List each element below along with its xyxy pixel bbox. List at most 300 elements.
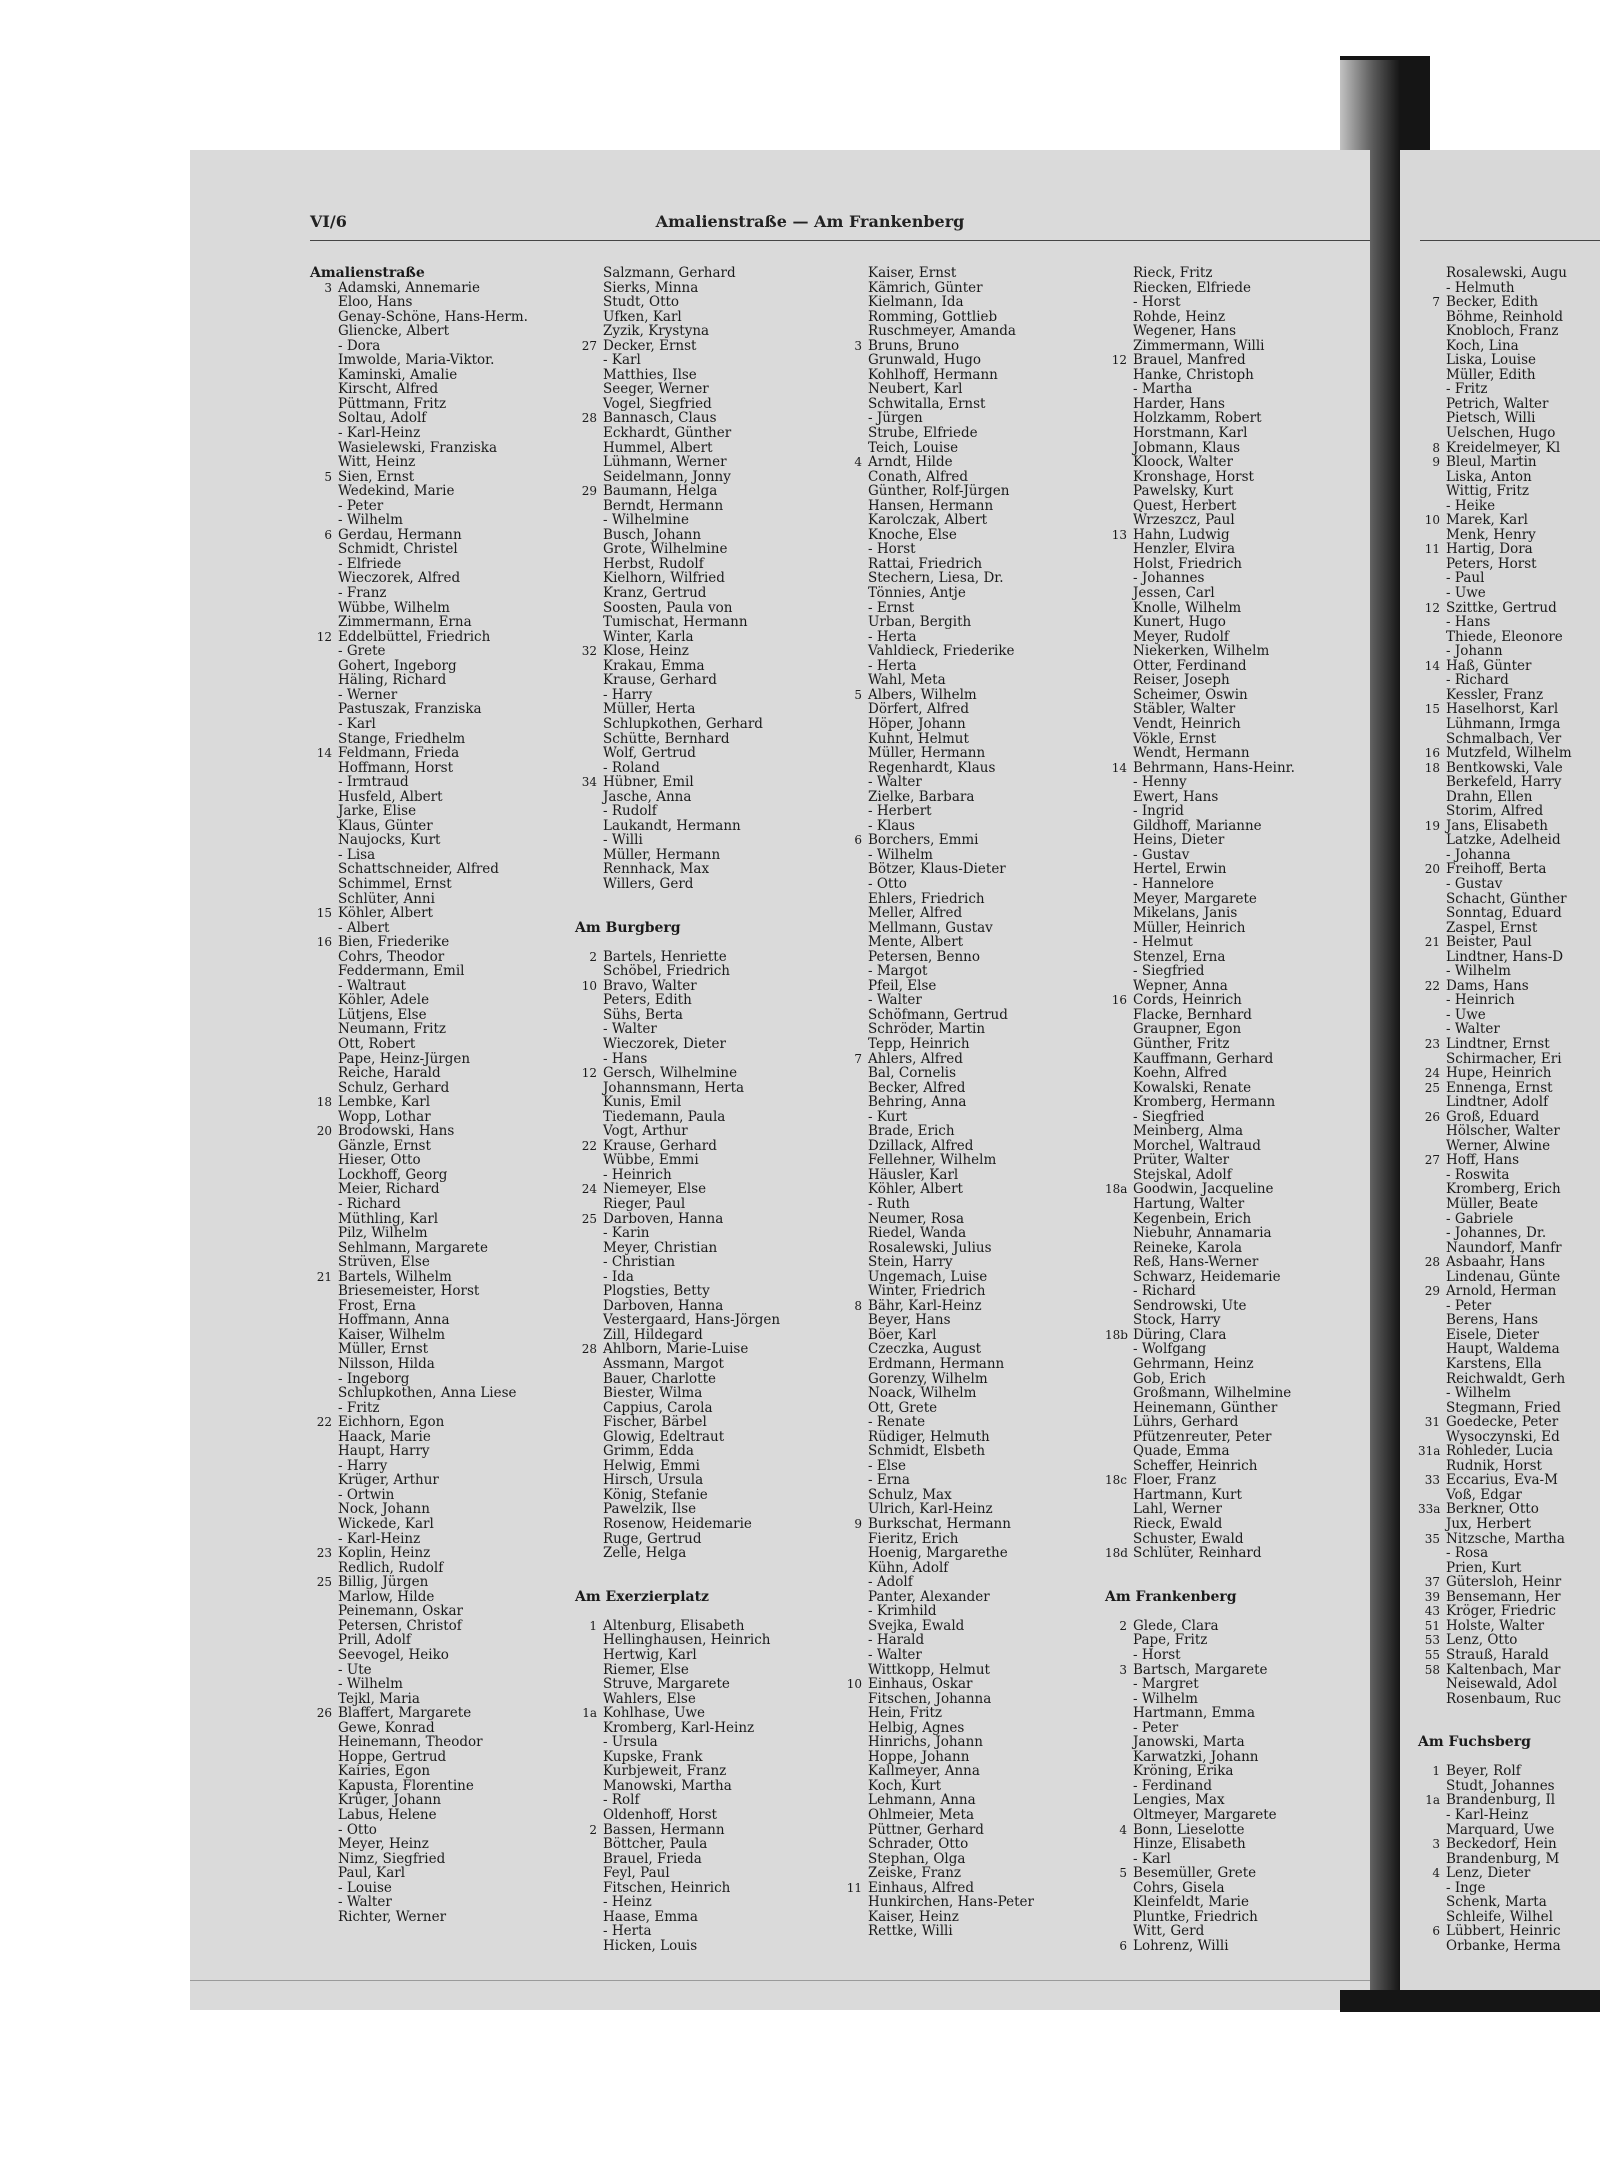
resident-entry	[310, 1037, 570, 1052]
resident-name: - Richard	[338, 1196, 401, 1212]
page-header	[310, 212, 1370, 242]
resident-name: Lengies, Max	[1133, 1792, 1225, 1809]
resident-name: - Ute	[338, 1661, 372, 1678]
resident-entry	[840, 1823, 1100, 1838]
resident-entry	[840, 1619, 1100, 1634]
resident-name: Dzillack, Alfred	[868, 1137, 974, 1154]
resident-entry	[310, 659, 570, 674]
resident-entry	[1418, 921, 1600, 936]
resident-name: Johannsmann, Herta	[603, 1079, 745, 1096]
resident-name: Haase, Emma	[603, 1908, 698, 1925]
resident-entry	[840, 281, 1100, 296]
resident-entry	[1105, 1735, 1365, 1750]
resident-entry	[310, 1386, 570, 1401]
resident-entry	[840, 1837, 1100, 1852]
resident-name: Hupe, Heinrich	[1446, 1065, 1552, 1082]
resident-entry	[1105, 848, 1365, 863]
resident-name: Holst, Friedrich	[1133, 555, 1242, 572]
resident-entry	[310, 310, 570, 325]
house-entry	[1418, 1473, 1600, 1488]
resident-name: Wittig, Fritz	[1446, 483, 1530, 500]
resident-name: Bähr, Karl-Heinz	[868, 1297, 982, 1314]
house-entry	[1418, 1663, 1600, 1678]
resident-name: Rosalewski, Julius	[868, 1239, 992, 1256]
house-entry	[840, 1517, 1100, 1532]
resident-entry	[840, 1590, 1100, 1605]
resident-name: Ehlers, Friedrich	[868, 890, 985, 907]
resident-name: Lütjens, Else	[338, 1006, 427, 1023]
resident-entry	[840, 1692, 1100, 1707]
resident-name: Imwolde, Maria-Viktor.	[338, 352, 495, 369]
resident-name: - Karl-Heinz	[338, 1530, 421, 1547]
resident-name: Böer, Karl	[868, 1326, 937, 1343]
resident-entry	[575, 1517, 835, 1532]
house-number: 21	[316, 1269, 332, 1284]
resident-name: Pape, Heinz-Jürgen	[338, 1050, 471, 1067]
resident-entry	[310, 1561, 570, 1576]
resident-entry	[310, 1852, 570, 1867]
house-entry	[840, 455, 1100, 470]
resident-name: Riemer, Else	[603, 1661, 689, 1678]
resident-entry	[1105, 1284, 1365, 1299]
resident-name: Zielke, Barbara	[868, 788, 975, 805]
resident-entry	[840, 1444, 1100, 1459]
resident-name: Hölscher, Walter	[1446, 1123, 1560, 1140]
resident-entry	[840, 310, 1100, 325]
resident-entry	[575, 1110, 835, 1125]
directory-page	[190, 150, 1370, 2010]
resident-entry	[1105, 630, 1365, 645]
resident-entry	[310, 441, 570, 456]
resident-entry	[1418, 1299, 1600, 1314]
resident-name: Vestergaard, Hans-Jörgen	[603, 1312, 781, 1329]
resident-name: Hunkirchen, Hans-Peter	[868, 1894, 1034, 1911]
resident-name: Günther, Fritz	[1133, 1035, 1230, 1052]
resident-name: Schenk, Marta	[1446, 1894, 1547, 1911]
resident-entry	[1105, 964, 1365, 979]
resident-name: Ahlers, Alfred	[868, 1050, 963, 1067]
resident-entry	[1105, 571, 1365, 586]
house-number: 12	[581, 1066, 597, 1081]
resident-entry	[575, 1313, 835, 1328]
resident-entry	[310, 1081, 570, 1096]
resident-name: Hertel, Erwin	[1133, 861, 1227, 878]
resident-name: - Krimhild	[868, 1603, 937, 1620]
spacer	[575, 906, 835, 921]
house-number: 11	[1424, 542, 1440, 557]
house-entry	[575, 979, 835, 994]
resident-entry	[1418, 310, 1600, 325]
resident-name: Soltau, Adolf	[338, 410, 427, 427]
resident-name: Richter, Werner	[338, 1908, 447, 1925]
resident-name: Lübbert, Heinric	[1446, 1923, 1561, 1940]
resident-name: Kirscht, Alfred	[338, 381, 439, 398]
resident-entry	[575, 455, 835, 470]
resident-name: - Margot	[868, 963, 928, 980]
house-number: 22	[1424, 978, 1440, 993]
resident-name: Grimm, Edda	[603, 1443, 694, 1460]
resident-name: Meyer, Christian	[603, 1239, 718, 1256]
resident-name: Helwig, Emmi	[603, 1457, 700, 1474]
resident-name: Tumischat, Hermann	[603, 614, 748, 631]
resident-entry	[575, 1299, 835, 1314]
spacer	[575, 935, 835, 950]
resident-entry	[1418, 1342, 1600, 1357]
resident-name: Labus, Helene	[338, 1806, 437, 1823]
resident-name: Schöbel, Friedrich	[603, 963, 730, 980]
house-number: 27	[1424, 1153, 1440, 1168]
resident-entry	[1105, 702, 1365, 717]
resident-entry	[840, 659, 1100, 674]
house-entry	[310, 906, 570, 921]
resident-name: - Horst	[868, 541, 916, 558]
resident-name: Bassen, Hermann	[603, 1821, 725, 1838]
resident-name: Marek, Karl	[1446, 512, 1528, 529]
resident-name: Berkefeld, Harry	[1446, 774, 1562, 791]
resident-entry	[1105, 775, 1365, 790]
resident-entry	[1418, 1182, 1600, 1197]
resident-entry	[1418, 1095, 1600, 1110]
house-number: 26	[1424, 1109, 1440, 1124]
resident-entry	[840, 571, 1100, 586]
resident-entry	[1418, 339, 1600, 354]
resident-name: - Harald	[868, 1632, 925, 1649]
resident-entry	[1105, 1255, 1365, 1270]
resident-name: Heinemann, Günther	[1133, 1399, 1278, 1416]
resident-name: Sien, Ernst	[338, 468, 415, 485]
resident-entry	[840, 1372, 1100, 1387]
resident-entry	[575, 1270, 835, 1285]
resident-entry	[840, 1124, 1100, 1139]
resident-name: Genay-Schöne, Hans-Herm.	[338, 308, 528, 325]
resident-name: Biester, Wilma	[603, 1385, 703, 1402]
resident-name: Rohde, Heinz	[1133, 308, 1226, 325]
resident-name: Fellehner, Wilhelm	[868, 1152, 997, 1169]
resident-entry	[575, 717, 835, 732]
resident-entry	[310, 1226, 570, 1241]
resident-entry	[1105, 790, 1365, 805]
street-heading: Amalienstraße	[310, 265, 425, 281]
resident-name: - Christian	[603, 1254, 676, 1271]
resident-entry	[310, 1619, 570, 1634]
resident-entry	[575, 295, 835, 310]
resident-name: Paul, Karl	[338, 1865, 406, 1882]
resident-entry	[310, 1590, 570, 1605]
resident-name: - Ruth	[868, 1196, 910, 1212]
resident-entry	[310, 644, 570, 659]
resident-entry	[575, 1401, 835, 1416]
resident-entry	[840, 746, 1100, 761]
resident-entry	[575, 1430, 835, 1445]
resident-entry	[1105, 1357, 1365, 1372]
resident-entry	[840, 717, 1100, 732]
resident-name: Bartsch, Margarete	[1133, 1661, 1268, 1678]
resident-entry	[575, 281, 835, 296]
resident-entry	[1418, 266, 1600, 281]
resident-name: Reiser, Joseph	[1133, 672, 1230, 689]
spacer	[575, 1604, 835, 1619]
house-entry	[575, 484, 835, 499]
resident-name: - Walter	[868, 1646, 922, 1663]
resident-entry	[575, 833, 835, 848]
resident-name: Düring, Clara	[1133, 1326, 1227, 1343]
resident-entry	[575, 1895, 835, 1910]
house-number: 35	[1424, 1531, 1440, 1546]
resident-name: Meyer, Heinz	[338, 1836, 429, 1853]
resident-entry	[1418, 993, 1600, 1008]
resident-name: Rattai, Friedrich	[868, 555, 983, 572]
resident-name: Jarke, Elise	[338, 803, 417, 820]
house-number: 20	[1424, 862, 1440, 877]
resident-entry	[1105, 1648, 1365, 1663]
resident-name: Wieczorek, Dieter	[603, 1035, 726, 1052]
resident-entry	[1105, 499, 1365, 514]
resident-name: Zimmermann, Erna	[338, 614, 472, 631]
resident-entry	[1105, 1022, 1365, 1037]
resident-name: Pluntke, Friedrich	[1133, 1908, 1258, 1925]
resident-name: - Siegfried	[1133, 963, 1205, 980]
resident-name: - Hans	[603, 1050, 648, 1067]
resident-name: Gorenzy, Wilhelm	[868, 1370, 988, 1387]
resident-name: - Richard	[1133, 1283, 1196, 1300]
house-entry	[840, 1677, 1100, 1692]
resident-name: - Martha	[1133, 381, 1193, 398]
house-entry	[1418, 1532, 1600, 1547]
resident-entry	[840, 1022, 1100, 1037]
resident-entry	[1105, 644, 1365, 659]
resident-entry	[575, 1735, 835, 1750]
resident-name: Müller, Ernst	[338, 1341, 429, 1358]
house-number: 27	[581, 338, 597, 353]
resident-entry	[840, 673, 1100, 688]
resident-entry	[310, 702, 570, 717]
house-number: 18a	[1105, 1182, 1128, 1197]
resident-name: Müller, Herta	[603, 701, 696, 718]
resident-entry	[1418, 1823, 1600, 1838]
resident-name: Lockhoff, Georg	[338, 1166, 448, 1183]
resident-name: - Jürgen	[868, 410, 923, 427]
resident-name: Wasielewski, Franziska	[338, 439, 498, 456]
resident-entry	[575, 1008, 835, 1023]
house-number: 3	[1432, 1837, 1440, 1852]
resident-name: Wendt, Hermann	[1133, 745, 1250, 762]
resident-name: Kunis, Emil	[603, 1094, 682, 1111]
house-number: 18b	[1105, 1327, 1128, 1342]
resident-name: Kohlhase, Uwe	[603, 1705, 706, 1722]
resident-entry	[310, 397, 570, 412]
resident-name: - Wilhelm	[1446, 1385, 1511, 1402]
house-entry	[1418, 441, 1600, 456]
resident-name: Schimmel, Ernst	[338, 875, 452, 892]
resident-name: Stein, Harry	[868, 1254, 953, 1271]
resident-name: Behrmann, Hans-Heinr.	[1133, 759, 1295, 776]
resident-name: Berndt, Hermann	[603, 497, 724, 514]
resident-name: - Rolf	[603, 1792, 640, 1809]
resident-name: Stechern, Liesa, Dr.	[868, 570, 1004, 587]
resident-entry	[1418, 557, 1600, 572]
house-entry	[840, 339, 1100, 354]
house-entry	[1418, 601, 1600, 616]
resident-name: - Otto	[338, 1821, 377, 1838]
resident-entry	[1418, 571, 1600, 586]
house-number: 1	[589, 1618, 597, 1633]
resident-name: Kohlhoff, Hermann	[868, 366, 998, 383]
resident-name: Bal, Cornelis	[868, 1065, 957, 1082]
house-entry	[1418, 1633, 1600, 1648]
house-entry	[1418, 1575, 1600, 1590]
resident-name: Knobloch, Franz	[1446, 323, 1559, 340]
resident-entry	[1418, 470, 1600, 485]
house-number: 34	[581, 775, 597, 790]
resident-entry	[310, 1750, 570, 1765]
resident-entry	[840, 513, 1100, 528]
resident-name: Stejskal, Adolf	[1133, 1166, 1232, 1183]
house-number: 25	[581, 1211, 597, 1226]
resident-name: Scheffer, Heinrich	[1133, 1457, 1258, 1474]
resident-entry	[1105, 470, 1365, 485]
resident-name: Vökle, Ernst	[1133, 730, 1217, 747]
resident-name: - Johannes, Dr.	[1446, 1225, 1547, 1242]
house-number: 1a	[582, 1706, 597, 1721]
house-number: 6	[1119, 1938, 1127, 1953]
resident-entry	[575, 993, 835, 1008]
resident-entry	[840, 1793, 1100, 1808]
resident-entry	[310, 673, 570, 688]
resident-name: Schattschneider, Alfred	[338, 861, 499, 878]
resident-name: Häling, Richard	[338, 672, 447, 689]
resident-name: Voß, Edgar	[1446, 1486, 1522, 1503]
resident-name: - Wilhelmine	[603, 512, 689, 529]
house-number: 25	[1424, 1080, 1440, 1095]
house-number: 29	[581, 484, 597, 499]
house-entry	[1105, 1182, 1365, 1197]
resident-entry	[1418, 1241, 1600, 1256]
resident-entry	[840, 615, 1100, 630]
resident-entry	[310, 1168, 570, 1183]
resident-name: - Heinrich	[1446, 992, 1515, 1009]
resident-entry	[1105, 833, 1365, 848]
house-entry	[1418, 1604, 1600, 1619]
resident-name: - Ernst	[868, 599, 915, 616]
house-entry	[575, 950, 835, 965]
resident-entry	[575, 557, 835, 572]
resident-name: Sühs, Berta	[603, 1006, 683, 1023]
resident-entry	[1105, 1808, 1365, 1823]
resident-name: Asbaahr, Hans	[1446, 1254, 1546, 1271]
resident-name: Erdmann, Hermann	[868, 1356, 1005, 1373]
resident-name: Hübner, Emil	[603, 774, 694, 791]
resident-name: - Margret	[1133, 1676, 1199, 1693]
resident-name: - Herta	[603, 1923, 652, 1940]
resident-name: Kämrich, Günter	[868, 279, 983, 296]
resident-name: Janowski, Marta	[1133, 1734, 1245, 1751]
resident-entry	[575, 1808, 835, 1823]
resident-entry	[310, 426, 570, 441]
resident-entry	[1105, 1721, 1365, 1736]
resident-entry	[1418, 499, 1600, 514]
resident-name: - Hannelore	[1133, 875, 1214, 892]
house-entry	[1418, 761, 1600, 776]
resident-entry	[575, 1081, 835, 1096]
resident-name: Höper, Johann	[868, 715, 966, 732]
resident-name: Adamski, Annemarie	[338, 279, 480, 296]
house-entry	[575, 1342, 835, 1357]
resident-name: Jessen, Carl	[1133, 585, 1215, 602]
house-number: 58	[1424, 1662, 1440, 1677]
resident-name: Peinemann, Oskar	[338, 1603, 463, 1620]
resident-name: Pawelsky, Kurt	[1133, 483, 1234, 500]
house-entry	[1105, 761, 1365, 776]
resident-name: Baumann, Helga	[603, 483, 718, 500]
house-number: 16	[1111, 993, 1127, 1008]
resident-entry	[840, 1546, 1100, 1561]
house-entry	[310, 1575, 570, 1590]
resident-name: - Roland	[603, 759, 660, 776]
resident-name: Quest, Herbert	[1133, 497, 1237, 514]
resident-name: - Horst	[1133, 294, 1181, 311]
resident-entry	[310, 1779, 570, 1794]
resident-name: - Walter	[338, 1894, 392, 1911]
resident-entry	[1105, 862, 1365, 877]
resident-entry	[575, 571, 835, 586]
resident-name: Naujocks, Kurt	[338, 832, 441, 849]
resident-entry	[840, 1764, 1100, 1779]
resident-entry	[575, 542, 835, 557]
resident-name: Heins, Dieter	[1133, 832, 1225, 849]
resident-name: Rennhack, Max	[603, 861, 710, 878]
resident-entry	[575, 1357, 835, 1372]
resident-entry	[575, 673, 835, 688]
resident-entry	[840, 266, 1100, 281]
resident-entry	[1418, 1357, 1600, 1372]
resident-entry	[1418, 586, 1600, 601]
resident-entry	[310, 513, 570, 528]
house-number: 37	[1424, 1575, 1440, 1590]
resident-name: - Herbert	[868, 803, 932, 820]
resident-name: Jux, Herbert	[1446, 1516, 1532, 1533]
resident-entry	[1418, 1881, 1600, 1896]
resident-name: Knoche, Else	[868, 526, 957, 543]
resident-name: Strube, Elfriede	[868, 425, 978, 442]
resident-entry	[575, 964, 835, 979]
resident-name: Müller, Hermann	[868, 745, 986, 762]
resident-name: - Walter	[1446, 1021, 1500, 1038]
resident-entry	[1105, 1532, 1365, 1547]
resident-name: Gütersloh, Heinr	[1446, 1574, 1562, 1591]
resident-name: Haack, Marie	[338, 1428, 431, 1445]
resident-name: Sendrowski, Ute	[1133, 1297, 1247, 1314]
resident-entry	[1418, 411, 1600, 426]
resident-name: Kaiser, Wilhelm	[338, 1326, 445, 1343]
resident-entry	[575, 1532, 835, 1547]
resident-entry	[1105, 1052, 1365, 1067]
resident-entry	[575, 615, 835, 630]
resident-name: Decker, Ernst	[603, 337, 697, 354]
resident-name: Witt, Gerd	[1133, 1923, 1205, 1940]
resident-name: Hoppe, Gertrud	[338, 1748, 447, 1765]
resident-name: Freihoff, Berta	[1446, 861, 1547, 878]
resident-entry	[310, 964, 570, 979]
resident-entry	[310, 1372, 570, 1387]
resident-name: Schmidt, Elsbeth	[868, 1443, 986, 1460]
spacer	[1418, 1721, 1600, 1736]
spacer	[1105, 1604, 1365, 1619]
resident-name: - Richard	[1446, 672, 1509, 689]
resident-name: - Hans	[1446, 614, 1491, 631]
house-number: 1	[1432, 1764, 1440, 1779]
resident-name: Heinemann, Theodor	[338, 1734, 483, 1751]
resident-name: Eckhardt, Günther	[603, 425, 732, 442]
